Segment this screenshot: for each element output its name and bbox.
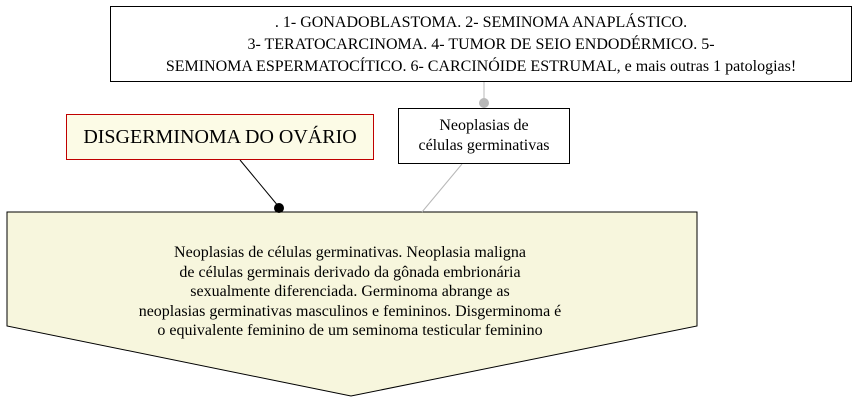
description-line: neoplasias germinativas masculinos e femininos. Disgerminoma é bbox=[138, 302, 562, 320]
pathology-list-box bbox=[110, 6, 852, 82]
category-line: células germinativas bbox=[418, 137, 550, 154]
description-line: o equivalente feminino de um seminoma testicular feminino bbox=[157, 322, 543, 339]
description-text bbox=[100, 243, 600, 341]
connector-dot-grey bbox=[479, 98, 489, 108]
pathology-list-line: 3- TERATOCARCINOMA. 4- TUMOR DE SEIO ENDODÉRMICO. 5- bbox=[247, 36, 715, 53]
description-line: de células germinais derivado da gônada embrionária bbox=[179, 263, 521, 281]
description-line: sexualmente diferenciada. Germinoma abrange as bbox=[190, 283, 510, 300]
category-box bbox=[398, 108, 570, 164]
title-label: DISGERMINOMA DO OVÁRIO bbox=[83, 126, 357, 148]
category-line: Neoplasias de bbox=[439, 117, 529, 134]
connector-category-to-description bbox=[422, 164, 462, 212]
pathology-list-line: . 1- GONADOBLASTOMA. 2- SEMINOMA ANAPLÁSTICO. bbox=[274, 14, 688, 31]
connector-title-to-description bbox=[240, 160, 279, 207]
connector-dot-black bbox=[274, 203, 284, 213]
description-line: Neoplasias de células germinativas. Neoplasia maligna bbox=[174, 244, 526, 261]
title-box bbox=[66, 114, 374, 160]
pathology-list-line: SEMINOMA ESPERMATOCÍTICO. 6- CARCINÓIDE ESTRUMAL, e mais outras 1 patologias! bbox=[165, 58, 797, 75]
